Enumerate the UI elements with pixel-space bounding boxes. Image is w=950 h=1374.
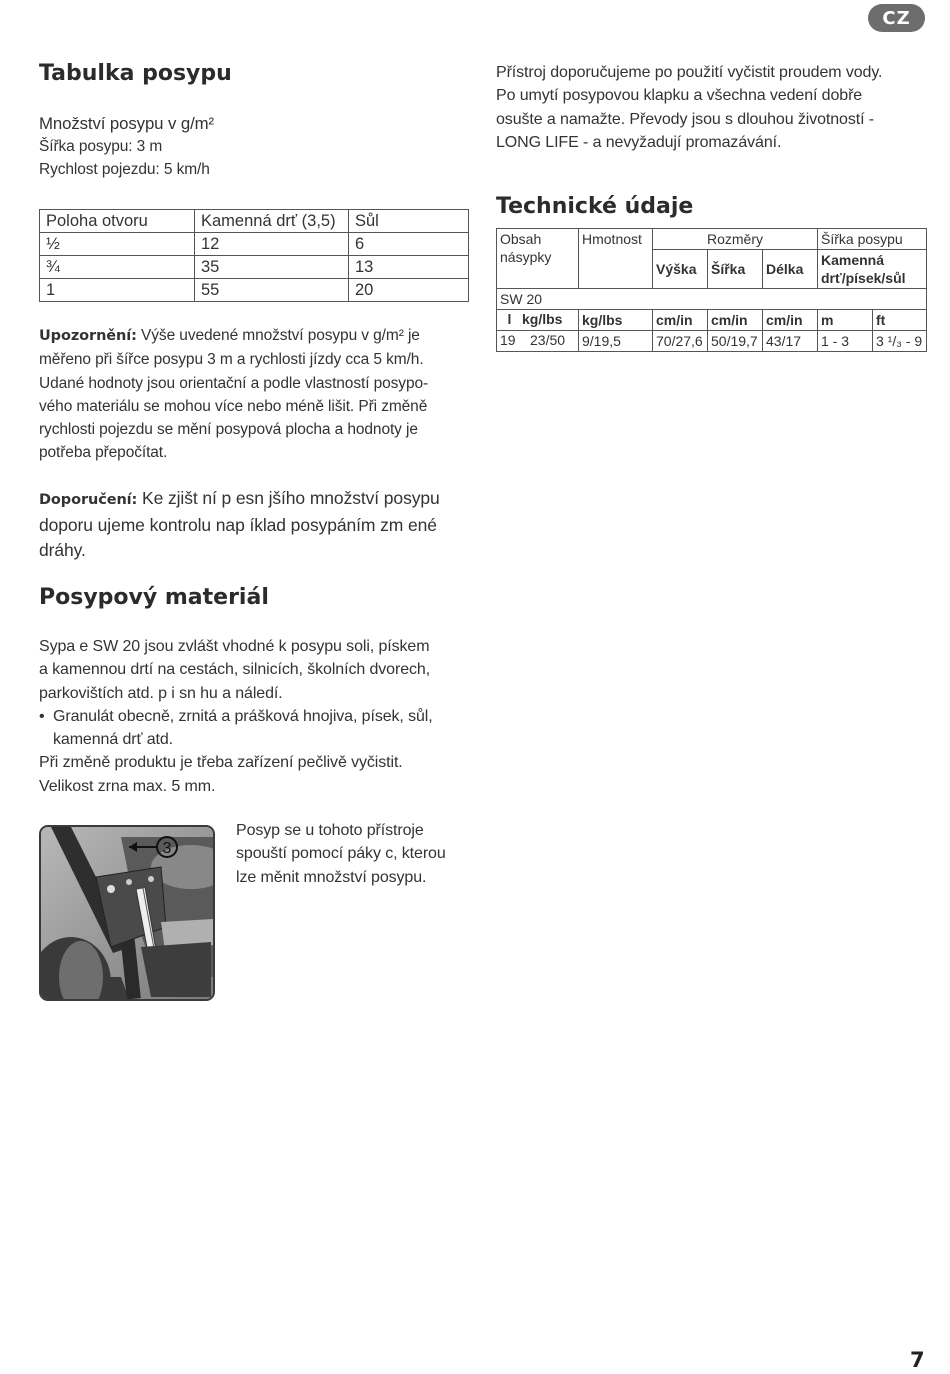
value-cell: 1 - 3 bbox=[818, 331, 873, 352]
material-line: Sypa e SW 20 jsou zvlášt vhodné k posypu soli, pískem bbox=[39, 638, 430, 655]
unit-cell: ft bbox=[873, 310, 927, 331]
table-cell: 13 bbox=[349, 256, 469, 279]
warning-line: Výše uvedené množství posypu v g/m² je bbox=[141, 327, 420, 344]
value-cell: 43/17 bbox=[763, 331, 818, 352]
unit-cell: l bbox=[507, 311, 512, 327]
value-cell: 9/19,5 bbox=[579, 331, 653, 352]
material-line: a kamennou drtí na cestách, silnicích, školních dvorech, bbox=[39, 661, 431, 679]
caption-line: lze měnit množství posypu. bbox=[236, 868, 427, 886]
table-cell: 55 bbox=[195, 279, 349, 302]
table-row bbox=[497, 310, 927, 331]
unit-cell: cm/in bbox=[763, 310, 818, 331]
caption-line: Posyp se u tohoto přístroje bbox=[236, 822, 424, 839]
cleaning-line: LONG LIFE - a nevyžadují promazávání. bbox=[496, 133, 782, 151]
table-row bbox=[497, 289, 927, 310]
header-cell: Kamenná drť/písek/sůl bbox=[818, 250, 927, 289]
table-cell: ½ bbox=[40, 233, 195, 256]
unit-cell: cm/in bbox=[708, 310, 763, 331]
recommendation-line: Ke zjišt ní p esn jšího množství posypu bbox=[142, 488, 440, 508]
header-cell: Šířka bbox=[708, 250, 763, 289]
recommendation-paragraph bbox=[39, 486, 440, 563]
width-line: Šířka posypu: 3 m bbox=[39, 138, 163, 155]
table-row bbox=[40, 256, 469, 279]
warning-line: potřeba přepočítat. bbox=[39, 444, 168, 462]
unit-cell: kg/lbs bbox=[579, 310, 653, 331]
language-badge: CZ bbox=[868, 4, 925, 32]
table-header-row bbox=[40, 210, 469, 233]
table-cell: 12 bbox=[195, 233, 349, 256]
header-cell: Výška bbox=[653, 250, 708, 289]
table-row bbox=[40, 233, 469, 256]
bullet-icon: • bbox=[39, 707, 45, 725]
table-cell: 1 bbox=[40, 279, 195, 302]
value-cell: 23/50 bbox=[530, 332, 566, 348]
material-paragraph bbox=[39, 635, 433, 798]
header-cell: Délka bbox=[763, 250, 818, 289]
value-cell: 3 ¹/₃ - 9 bbox=[873, 331, 927, 352]
material-line: parkovištích atd. p i sn hu a náledí. bbox=[39, 684, 283, 702]
value-cells bbox=[497, 331, 579, 352]
table-row bbox=[497, 331, 927, 352]
value-cell: 19 bbox=[500, 332, 516, 348]
tech-title: Technické údaje bbox=[496, 194, 694, 219]
warning-label: Upozornění: bbox=[39, 328, 137, 344]
model-cell: SW 20 bbox=[497, 289, 927, 310]
page-number: 7 bbox=[910, 1348, 925, 1372]
material-bullet-line: kamenná drť atd. bbox=[53, 731, 174, 749]
recommendation-line: dráhy. bbox=[39, 540, 86, 560]
cleaning-line: Přístroj doporučujeme po použití vyčistit proudem vody. bbox=[496, 64, 883, 81]
header-cell: Hmotnost bbox=[579, 229, 653, 289]
callout-number: 3 bbox=[162, 840, 172, 857]
unit-cell: kg/lbs bbox=[522, 311, 563, 327]
spread-conditions bbox=[39, 112, 214, 182]
warning-line: měřeno při šířce posypu 3 m a rychlosti jízdy cca 5 km/h. bbox=[39, 351, 424, 369]
lever-drawing bbox=[41, 827, 213, 999]
value-cell: 50/19,7 bbox=[708, 331, 763, 352]
header-cell: Poloha otvoru bbox=[40, 210, 195, 233]
cleaning-line: Po umytí posypovou klapku a všechna vedení dobře bbox=[496, 87, 863, 105]
material-bullet bbox=[39, 705, 433, 752]
material-title: Posypový materiál bbox=[39, 585, 269, 610]
spread-rate-table bbox=[39, 209, 469, 302]
unit-cell: cm/in bbox=[653, 310, 708, 331]
material-line: Při změně produktu je třeba zařízení pečlivě vyčistit. bbox=[39, 754, 403, 772]
header-cell: Šířka posypu bbox=[818, 229, 927, 250]
header-cell: Obsah násypky bbox=[497, 229, 579, 289]
lever-illustration bbox=[39, 825, 215, 1001]
table-header-row bbox=[497, 229, 927, 250]
table-cell: 20 bbox=[349, 279, 469, 302]
cleaning-line: osušte a namažte. Převody jsou s dlouhou životností - bbox=[496, 110, 875, 128]
table-cell: 35 bbox=[195, 256, 349, 279]
spread-table-title: Tabulka posypu bbox=[39, 61, 232, 86]
speed-line: Rychlost pojezdu: 5 km/h bbox=[39, 161, 210, 179]
header-cell: Rozměry bbox=[653, 229, 818, 250]
material-line: Velikost zrna max. 5 mm. bbox=[39, 777, 216, 795]
unit-cell: m bbox=[818, 310, 873, 331]
warning-line: vého materiálu se mohou více nebo méně lišit. Při změně bbox=[39, 397, 428, 415]
unit-cells bbox=[497, 310, 579, 331]
warning-line: Udané hodnoty jsou orientační a podle vlastností posypo- bbox=[39, 374, 429, 392]
header-cell: Kamenná drť (3,5) bbox=[195, 210, 349, 233]
illustration-caption bbox=[236, 819, 446, 889]
value-cell: 70/27,6 bbox=[653, 331, 708, 352]
table-cell: ¾ bbox=[40, 256, 195, 279]
table-row bbox=[40, 279, 469, 302]
amount-line: Množství posypu v g/m² bbox=[39, 114, 214, 133]
cleaning-paragraph bbox=[496, 61, 882, 154]
table-cell: 6 bbox=[349, 233, 469, 256]
recommendation-line: doporu ujeme kontrolu nap íklad posypáním zm ené bbox=[39, 515, 437, 535]
warning-line: rychlosti pojezdu se mění posypová plocha a hodnoty je bbox=[39, 421, 418, 439]
material-bullet-line: Granulát obecně, zrnitá a prášková hnojiva, písek, sůl, bbox=[53, 707, 433, 725]
recommendation-label: Doporučení: bbox=[39, 492, 138, 508]
header-cell: Sůl bbox=[349, 210, 469, 233]
caption-line: spouští pomocí páky c, kterou bbox=[236, 845, 446, 863]
tech-table bbox=[496, 228, 927, 352]
warning-paragraph bbox=[39, 324, 428, 465]
